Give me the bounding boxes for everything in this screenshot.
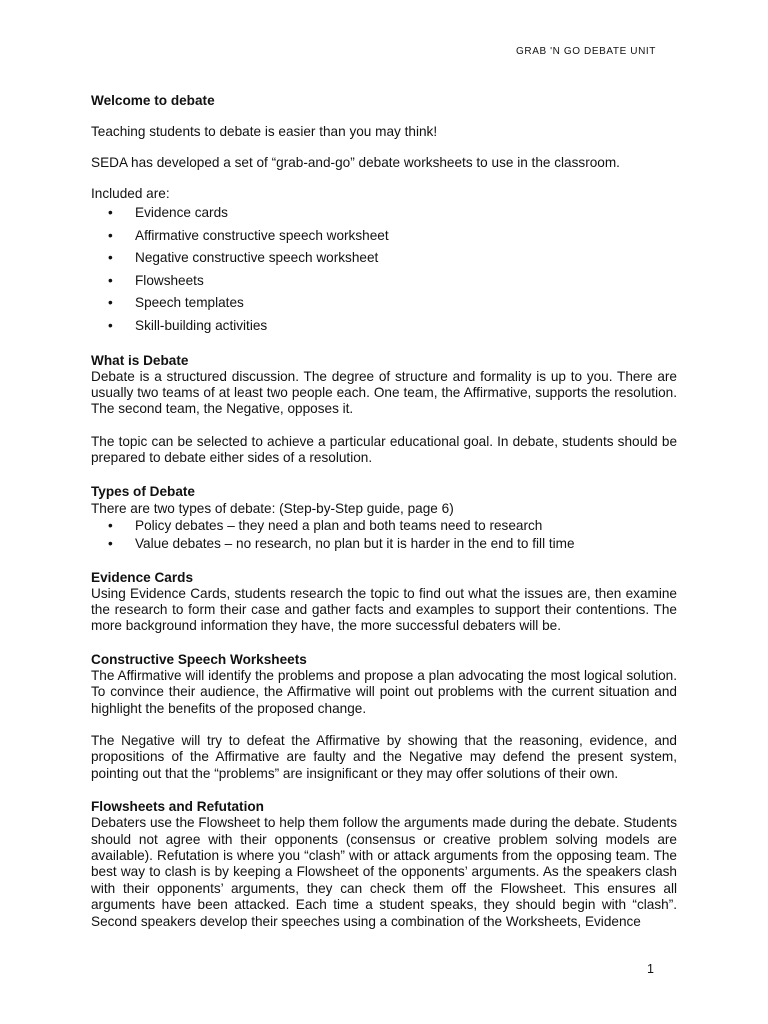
constructive-speech-paragraph-1: The Affirmative will identify the problems and propose a plan advocating the most logical solution. To convince their audience, the Affirmative will point out problems with the current situation and highlight the benefits of the proposed change. [91, 667, 677, 716]
what-is-debate-paragraph-2: The topic can be selected to achieve a particular educational goal. In debate, students should be prepared to debate either sides of a resolution. [91, 433, 677, 466]
section-heading-flowsheets: Flowsheets and Refutation [91, 799, 264, 815]
flowsheets-paragraph: Debaters use the Flowsheet to help them follow the arguments made during the debate. Students should not agree with their opponents (consensus or creative problem solving models are available). Refutation is where you “clash” with or attack arguments from the opposing team. The best way to clash is by keeping a Flowsheet of the opponents’ arguments. As the speakers clash with their opponents’ arguments, they can check them off the Flowsheet. This ensures all arguments have been attacked. Each time a student speaks, they should begin with “clash”. Second speakers develop their speeches using a combination of the Worksheets, Evidence [91, 815, 677, 929]
list-item: • Policy debates – they need a plan and both teams need to research [108, 517, 543, 533]
list-item: • Skill-building activities [135, 315, 677, 338]
bullet-icon: • [108, 517, 113, 533]
section-heading-constructive-speech: Constructive Speech Worksheets [91, 651, 307, 667]
included-list [91, 202, 677, 338]
document-body [91, 92, 677, 930]
bullet-icon: • [108, 250, 113, 266]
list-item: • Value debates – no research, no plan but it is harder in the end to fill time [108, 535, 575, 551]
bullet-icon: • [108, 272, 113, 288]
bullet-icon: • [108, 535, 113, 551]
types-of-debate-intro: There are two types of debate: (Step-by-Step guide, page 6) [91, 500, 454, 516]
intro-paragraph-1: Teaching students to debate is easier than you may think! [91, 124, 438, 139]
intro-paragraph-2: SEDA has developed a set of “grab-and-go” debate worksheets to use in the classroom. [91, 155, 620, 170]
list-item: • Speech templates [135, 292, 677, 315]
bullet-icon: • [108, 295, 113, 311]
included-label: Included are: [91, 186, 170, 201]
list-item: • Affirmative constructive speech worksheet [135, 225, 677, 248]
section-heading-welcome: Welcome to debate [91, 93, 215, 108]
list-item: • Flowsheets [135, 270, 677, 293]
list-item: • Evidence cards [135, 202, 677, 225]
debate-types-list [91, 517, 677, 553]
section-heading-types-of-debate: Types of Debate [91, 483, 195, 499]
evidence-cards-paragraph: Using Evidence Cards, students research the topic to find out what the issues are, then examine the research to form their case and gather facts and examples to support their contentions. The more background information they have, the more successful debaters will be. [91, 585, 677, 634]
bullet-icon: • [108, 227, 113, 243]
what-is-debate-paragraph-1: Debate is a structured discussion. The degree of structure and formality is up to you. There are usually two teams of at least two people each. One team, the Affirmative, supports the resolution. The second team, the Negative, opposes it. [91, 368, 677, 417]
section-heading-evidence-cards: Evidence Cards [91, 569, 193, 585]
bullet-icon: • [108, 317, 113, 333]
page-number: 1 [647, 962, 654, 976]
section-heading-what-is-debate: What is Debate [91, 352, 189, 368]
running-header: GRAB 'N GO DEBATE UNIT [516, 46, 656, 57]
bullet-icon: • [108, 205, 113, 220]
list-item: • Negative constructive speech worksheet [135, 247, 677, 270]
constructive-speech-paragraph-2: The Negative will try to defeat the Affirmative by showing that the reasoning, evidence, and propositions of the Affirmative are faulty and the Negative may defend the present system, pointing out that the “problems” are insignificant or they may offer solutions of their own. [91, 733, 677, 781]
